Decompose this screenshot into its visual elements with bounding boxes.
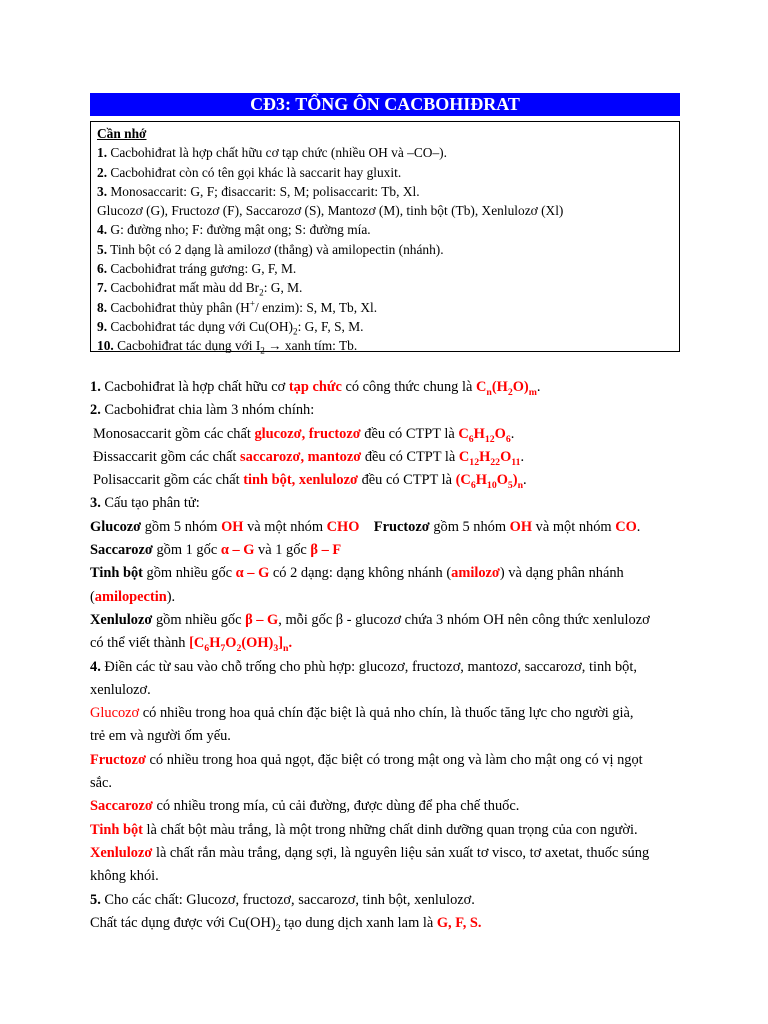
paragraph-line: sắc. xyxy=(90,775,112,792)
paragraph-line: không khói. xyxy=(90,868,159,885)
paragraph-line: Monosaccarit gồm các chất glucozơ, fructozơ đều có CTPT là $C_6H_{12}O_6$. xyxy=(93,425,515,445)
paragraph-line: 2. Cacbohiđrat chia làm 3 nhóm chính: xyxy=(90,402,315,419)
paragraph-line: Đissaccarit gồm các chất saccarozơ, mantozơ đều có CTPT là $C_{12}H_{22}O_{11}$. xyxy=(93,448,525,468)
note-item: 6. Cacbohiđrat tráng gương: G, F, M. xyxy=(97,261,297,277)
paragraph-line: trẻ em và người ốm yếu. xyxy=(90,728,231,745)
note-item: 9. Cacbohiđrat tác dụng với $Cu(OH)_2$: G, F, S, M. xyxy=(97,318,364,337)
paragraph-line: 3. Cấu tạo phân tử: xyxy=(90,495,200,512)
paragraph-line: 5. Cho các chất: Glucozơ, fructozơ, saccarozơ, tinh bột, xenlulozơ. xyxy=(90,891,475,908)
note-item: 2. Cacbohiđrat còn có tên gọi khác là saccarit hay gluxit. xyxy=(97,164,402,180)
paragraph-line: Tinh bột là chất bột màu trắng, là một trong những chất dinh dưỡng quan trọng của con người. xyxy=(90,821,638,838)
paragraph-line: Xenlulozơ là chất rắn màu trắng, dạng sợi, là nguyên liệu sản xuất tơ visco, tơ axetat, thuốc súng xyxy=(90,844,650,861)
note-box xyxy=(90,121,680,356)
paragraph-line: Xenlulozơ gồm nhiều gốc β – G, mỗi gốc β - glucozơ chứa 3 nhóm OH nên công thức xenlulozơ xyxy=(90,611,650,628)
note-item: 7. Cacbohiđrat mất màu dd $Br_2$: G, M. xyxy=(97,280,303,299)
paragraph-line: Glucozơ gồm 5 nhóm OH và một nhóm CHO Fructozơ gồm 5 nhóm OH và một nhóm CO. xyxy=(90,518,641,535)
note-item: Glucozơ (G), Fructozơ (F), Saccarozơ (S), Mantozơ (M), tinh bột (Tb), Xenlulozơ (Xl) xyxy=(97,203,564,219)
note-item: 3. Monosaccarit: G, F; đisaccarit: S, M; polisaccarit: Tb, Xl. xyxy=(97,183,420,199)
paragraph-line: Tinh bột gồm nhiều gốc α – G có 2 dạng: dạng không nhánh (amilozơ) và dạng phân nhánh xyxy=(90,565,624,582)
paragraph-line: (amilopectin). xyxy=(90,588,176,605)
paragraph-line: Chất tác dụng được với $Cu(OH)_2$ tạo dung dịch xanh lam là G, F, S. xyxy=(90,914,482,934)
paragraph-line: có thể viết thành $[C_6H_7O_2(OH)_3]_n$. xyxy=(90,635,293,655)
note-item: 5. Tinh bột có 2 dạng là amilozơ (thẳng) và amilopectin (nhánh). xyxy=(97,241,444,257)
paragraph-line: Glucozơ có nhiều trong hoa quả chín đặc biệt là quả nho chín, là thuốc tăng lực cho người già, xyxy=(90,705,634,722)
paragraph-line: Polisaccarit gồm các chất tinh bột, xenlulozơ đều có CTPT là $(C_6H_{10}O_5)_n$. xyxy=(93,472,527,492)
paragraph-line: Fructozơ có nhiều trong hoa quả ngọt, đặc biệt có trong mật ong và làm cho mật ong có vị ngọt xyxy=(90,751,643,768)
paragraph-line: 4. Điền các từ sau vào chỗ trống cho phù hợp: glucozơ, fructozơ, mantozơ, saccarozơ, tinh bột, xyxy=(90,658,637,675)
paragraph-line: xenlulozơ. xyxy=(90,681,151,698)
note-heading: Cần nhớ xyxy=(97,126,147,141)
note-item: 8. Cacbohiđrat thủy phân (H+/ enzim): S, M, Tb, Xl. xyxy=(97,298,378,315)
note-item: 10. Cacbohiđrat tác dụng với $I_2$ → xanh tím: Tb. xyxy=(97,338,358,356)
paragraph-line: Saccarozơ gồm 1 gốc α – G và 1 gốc β – F xyxy=(90,542,342,559)
note-item: 1. Cacbohiđrat là hợp chất hữu cơ tạp chức (nhiều OH và –CO–). xyxy=(97,145,447,161)
document-body xyxy=(90,376,710,935)
page-title: CĐ3: TỔNG ÔN CACBOHIĐRAT xyxy=(90,93,680,116)
note-item: 4. G: đường nho; F: đường mật ong; S: đường mía. xyxy=(97,222,371,238)
paragraph-line: 1. Cacbohiđrat là hợp chất hữu cơ tạp chức có công thức chung là $C_n(H_2O)_m$. xyxy=(90,379,541,398)
paragraph-line: Saccarozơ có nhiều trong mía, củ cải đường, được dùng để pha chế thuốc. xyxy=(90,798,520,815)
